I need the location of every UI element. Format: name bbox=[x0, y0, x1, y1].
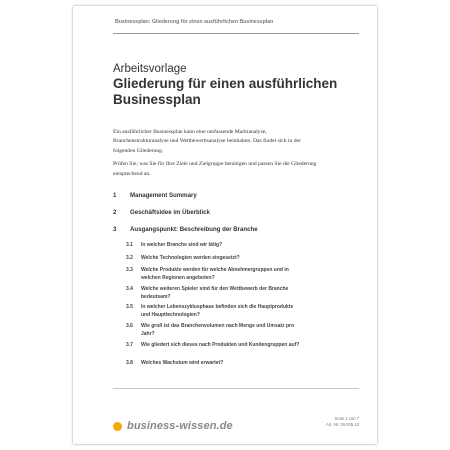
intro-text bbox=[113, 128, 323, 183]
subsection-label: In welcher Branche sind wir tätig? bbox=[141, 242, 223, 248]
section-number: 2 bbox=[113, 209, 117, 216]
subsection-number: 3.1 bbox=[126, 242, 133, 248]
logo-dot-icon bbox=[113, 422, 122, 431]
subsection-label: Welche weiteren Spieler sind für den Wettbewerb der Branche bedeutsam? bbox=[141, 286, 289, 300]
page-number: Seite 1 von 7 bbox=[334, 416, 359, 421]
footer-divider bbox=[113, 388, 359, 389]
subsection-number: 3.3 bbox=[126, 267, 133, 273]
page-info bbox=[326, 416, 359, 428]
subsection-number: 3.4 bbox=[126, 286, 133, 292]
subsection-number: 3.8 bbox=[126, 360, 133, 366]
header-divider bbox=[113, 33, 359, 34]
subsection-label: Wie gliedert sich dieses nach Produkten und Kundengruppen auf? bbox=[141, 342, 300, 348]
subsection-label: Welches Wachstum wird erwartet? bbox=[141, 360, 224, 366]
section-label: Management Summary bbox=[130, 192, 197, 199]
logo-text: business-wissen.de bbox=[127, 420, 233, 432]
subsection-number: 3.6 bbox=[126, 323, 133, 329]
subsection-number: 3.2 bbox=[126, 255, 133, 261]
running-header: Businessplan: Gliederung für einen ausführlichen Businessplan bbox=[115, 19, 274, 25]
subsection-number: 3.7 bbox=[126, 342, 133, 348]
section-label: Ausgangspunkt: Beschreibung der Branche bbox=[130, 226, 258, 233]
document-title: Gliederung für einen ausführlichen Businessplan bbox=[113, 76, 338, 107]
section-number: 3 bbox=[113, 226, 117, 233]
section-label: Geschäftsidee im Überblick bbox=[130, 209, 210, 216]
intro-paragraph: Prüfen Sie, was Sie für Ihre Ziele und Zielgruppe benötigen und passen Sie die Gliederung entsprechend an. bbox=[113, 161, 317, 177]
document-kicker: Arbeitsvorlage bbox=[113, 63, 187, 75]
subsection-label: In welcher Lebenszyklusphase befinden sich die Hauptprodukte und Haupttechnologien? bbox=[141, 304, 294, 318]
subsection-label: Welche Technologien werden eingesetzt? bbox=[141, 255, 240, 261]
subsection-label: Welche Produkte werden für welche Abnehmergruppen und in welchen Regionen angeboten? bbox=[141, 267, 289, 281]
intro-paragraph: Ein ausführlicher Businessplan kann eine umfassende Marktanalyse, Branchenstrukturanalyse und Wettbewerbsanalyse beinhalten. Das findet sich in der folgenden Gliederung. bbox=[113, 129, 301, 154]
section-number: 1 bbox=[113, 192, 117, 199]
document-page bbox=[73, 6, 377, 444]
article-number: Art.-Nr. 09.005.10 bbox=[325, 422, 359, 428]
brand-logo bbox=[113, 420, 233, 432]
subsection-number: 3.5 bbox=[126, 304, 133, 310]
subsection-label: Wie groß ist das Branchenvolumen nach Menge und Umsatz pro Jahr? bbox=[141, 323, 295, 337]
